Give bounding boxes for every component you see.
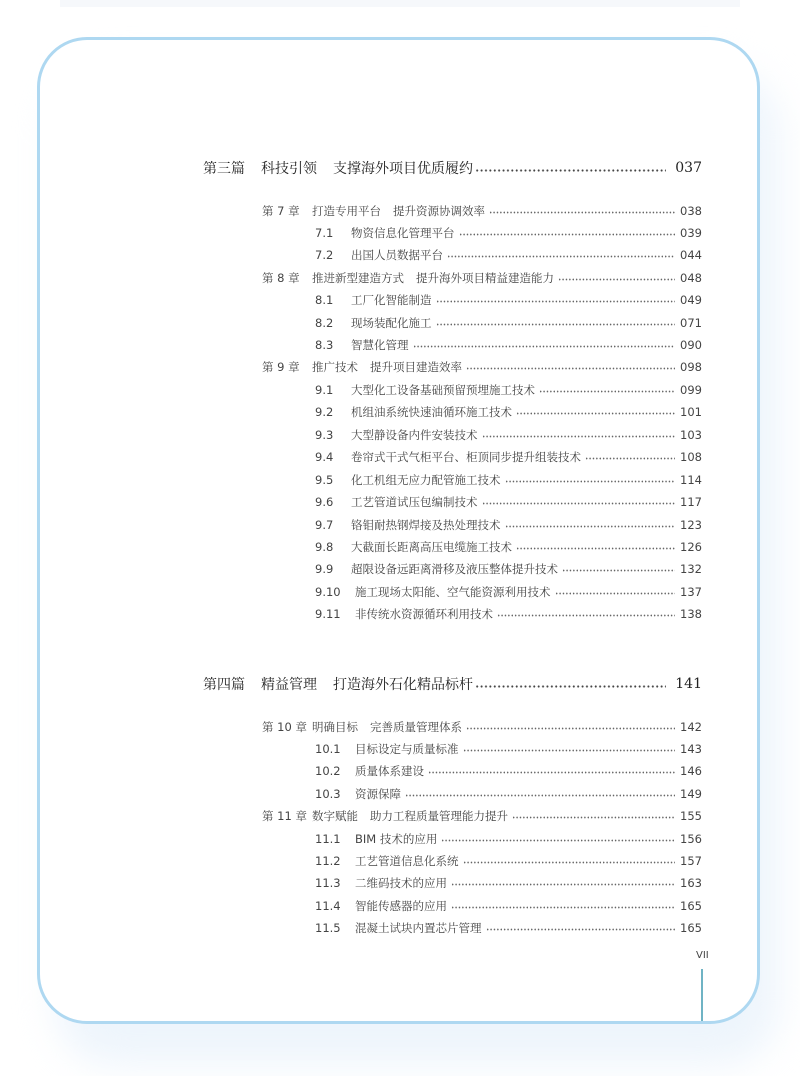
- toc-chapter-11[interactable]: [262, 805, 702, 827]
- dot-leader: [466, 727, 675, 730]
- section-title: 卷帘式干式气柜平台、柜顶同步提升组装技术: [351, 450, 581, 464]
- part-number: 第四篇: [203, 677, 245, 693]
- toc-section-8-2[interactable]: [315, 312, 702, 334]
- chapter-number: 第 11 章: [262, 809, 307, 823]
- section-title: 出国人员数据平台: [351, 248, 443, 262]
- section-title: 智能传感器的应用: [355, 899, 447, 913]
- section-number: 11.4: [315, 899, 341, 913]
- section-number: 9.9: [315, 562, 334, 576]
- dot-leader: [516, 412, 675, 415]
- part-title-a: 科技引领: [261, 161, 317, 177]
- toc-part-3[interactable]: [203, 156, 702, 180]
- section-title: 工厂化智能制造: [351, 293, 432, 307]
- dot-leader: [475, 685, 666, 688]
- toc-chapter-8[interactable]: [262, 267, 702, 289]
- section-title: 目标设定与质量标准: [355, 742, 459, 756]
- dot-leader: [413, 345, 676, 348]
- section-number: 9.2: [315, 405, 334, 419]
- dot-leader: [451, 883, 675, 886]
- section-number: 9.8: [315, 540, 334, 554]
- top-shadow: [60, 0, 740, 7]
- section-title: 铬钼耐热钢焊接及热处理技术: [351, 518, 501, 532]
- chapter-title-b: 完善质量管理体系: [370, 720, 462, 734]
- section-number: 9.1: [315, 383, 334, 397]
- toc-section-9-6[interactable]: [315, 491, 702, 513]
- dot-leader: [516, 547, 675, 550]
- section-number: 9.6: [315, 495, 334, 509]
- section-title: 大型化工设备基础预留预埋施工技术: [351, 383, 535, 397]
- part-title-b: 支撑海外项目优质履约: [333, 161, 473, 177]
- toc-section-8-1[interactable]: [315, 289, 702, 311]
- toc-section-9-9[interactable]: [315, 558, 702, 580]
- toc-section-10-1[interactable]: [315, 738, 702, 760]
- chapter-title-a: 打造专用平台: [312, 204, 381, 218]
- chapter-title-a: 推进新型建造方式: [312, 271, 404, 285]
- section-title: 大型静设备内件安装技术: [351, 428, 478, 442]
- section-number: 8.3: [315, 338, 334, 352]
- section-title: 工艺管道试压包编制技术: [351, 495, 478, 509]
- section-page: 071: [680, 316, 702, 330]
- section-number: 7.2: [315, 248, 334, 262]
- section-title: 大截面长距离高压电缆施工技术: [351, 540, 512, 554]
- toc-section-10-2[interactable]: [315, 760, 702, 782]
- section-number: 11.3: [315, 876, 341, 890]
- section-page: 103: [680, 428, 702, 442]
- section-page: 149: [680, 787, 702, 801]
- toc-section-9-2[interactable]: [315, 401, 702, 423]
- part-page: 141: [675, 676, 702, 692]
- chapter-page: 038: [680, 204, 702, 218]
- section-page: 099: [680, 383, 702, 397]
- section-title: 质量体系建设: [355, 764, 424, 778]
- section-page: 137: [680, 585, 702, 599]
- part-page: 037: [675, 160, 702, 176]
- part-title-a: 精益管理: [261, 677, 317, 693]
- section-number: 11.1: [315, 832, 341, 846]
- dot-leader: [585, 457, 675, 460]
- section-number: 9.7: [315, 518, 334, 532]
- chapter-title-a: 推广技术: [312, 360, 358, 374]
- section-page: 143: [680, 742, 702, 756]
- chapter-title-b: 助力工程质量管理能力提升: [370, 809, 508, 823]
- section-page: 123: [680, 518, 702, 532]
- dot-leader: [486, 928, 676, 931]
- dot-leader: [428, 771, 675, 774]
- toc-section-7-2[interactable]: [315, 244, 702, 266]
- section-title: 物资信息化管理平台: [351, 226, 455, 240]
- toc-chapter-9[interactable]: [262, 356, 702, 378]
- section-number: 9.3: [315, 428, 334, 442]
- dot-leader: [555, 592, 676, 595]
- section-title: 现场装配化施工: [351, 316, 432, 330]
- toc-part-4[interactable]: [203, 672, 702, 696]
- section-title: 化工机组无应力配管施工技术: [351, 473, 501, 487]
- section-number: 9.10: [315, 585, 341, 599]
- dot-leader: [482, 435, 676, 438]
- dot-leader: [482, 502, 676, 505]
- section-page: 165: [680, 921, 702, 935]
- chapter-number: 第 10 章: [262, 720, 307, 734]
- section-title: 非传统水资源循环利用技术: [355, 607, 493, 621]
- dot-leader: [562, 569, 675, 572]
- section-page: 163: [680, 876, 702, 890]
- folio-bar: [701, 969, 703, 1021]
- section-title: 超限设备远距离滑移及液压整体提升技术: [351, 562, 558, 576]
- toc-chapter-7[interactable]: [262, 200, 702, 222]
- toc-section-9-3[interactable]: [315, 424, 702, 446]
- dot-leader: [539, 390, 675, 393]
- toc-section-11-4[interactable]: [315, 895, 702, 917]
- dot-leader: [466, 367, 675, 370]
- section-number: 11.5: [315, 921, 341, 935]
- section-page: 138: [680, 607, 702, 621]
- toc-section-9-7[interactable]: [315, 514, 702, 536]
- section-page: 157: [680, 854, 702, 868]
- toc-section-11-2[interactable]: [315, 850, 702, 872]
- section-page: 146: [680, 764, 702, 778]
- part-number: 第三篇: [203, 161, 245, 177]
- section-title: 二维码技术的应用: [355, 876, 447, 890]
- dot-leader: [463, 749, 676, 752]
- section-title: 混凝土试块内置芯片管理: [355, 921, 482, 935]
- dot-leader: [558, 278, 675, 281]
- dot-leader: [447, 255, 675, 258]
- dot-leader: [463, 861, 676, 864]
- dot-leader: [505, 480, 676, 483]
- chapter-number: 第 9 章: [262, 360, 300, 374]
- section-number: 9.4: [315, 450, 334, 464]
- chapter-page: 048: [680, 271, 702, 285]
- chapter-number: 第 8 章: [262, 271, 300, 285]
- dot-leader: [436, 300, 676, 303]
- chapter-title-a: 数字赋能: [312, 809, 358, 823]
- section-title: 工艺管道信息化系统: [355, 854, 459, 868]
- section-page: 114: [680, 473, 702, 487]
- chapter-title-b: 提升海外项目精益建造能力: [416, 271, 554, 285]
- chapter-page: 155: [680, 809, 702, 823]
- page-folio: VII: [696, 950, 709, 961]
- toc-section-11-3[interactable]: [315, 872, 702, 894]
- dot-leader: [497, 614, 675, 617]
- section-number: 9.11: [315, 607, 341, 621]
- section-page: 101: [680, 405, 702, 419]
- section-number: 8.1: [315, 293, 334, 307]
- chapter-page: 142: [680, 720, 702, 734]
- section-page: 108: [680, 450, 702, 464]
- chapter-title-a: 明确目标: [312, 720, 358, 734]
- toc-section-9-4[interactable]: [315, 446, 702, 468]
- part-title-b: 打造海外石化精品标杆: [333, 677, 473, 693]
- section-number: 8.2: [315, 316, 334, 330]
- dot-leader: [441, 839, 675, 842]
- section-page: 165: [680, 899, 702, 913]
- section-page: 132: [680, 562, 702, 576]
- section-title: 资源保障: [355, 787, 401, 801]
- section-number: 7.1: [315, 226, 334, 240]
- dot-leader: [436, 323, 676, 326]
- toc-section-9-8[interactable]: [315, 536, 702, 558]
- section-number: 10.1: [315, 742, 341, 756]
- section-title: BIM 技术的应用: [355, 832, 438, 846]
- dot-leader: [475, 169, 666, 172]
- section-page: 039: [680, 226, 702, 240]
- section-title: 智慧化管理: [351, 338, 409, 352]
- section-page: 090: [680, 338, 702, 352]
- dot-leader: [505, 525, 676, 528]
- chapter-title-b: 提升资源协调效率: [393, 204, 485, 218]
- section-number: 10.3: [315, 787, 341, 801]
- toc-section-9-10[interactable]: [315, 581, 702, 603]
- section-number: 11.2: [315, 854, 341, 868]
- section-page: 156: [680, 832, 702, 846]
- dot-leader: [405, 794, 675, 797]
- toc-section-8-3[interactable]: [315, 334, 702, 356]
- toc-section-7-1[interactable]: [315, 222, 702, 244]
- section-title: 机组油系统快速油循环施工技术: [351, 405, 512, 419]
- section-number: 9.5: [315, 473, 334, 487]
- dot-leader: [451, 906, 675, 909]
- section-page: 049: [680, 293, 702, 307]
- section-page: 126: [680, 540, 702, 554]
- section-title: 施工现场太阳能、空气能资源利用技术: [355, 585, 551, 599]
- toc-section-9-11[interactable]: [315, 603, 702, 625]
- toc-section-10-3[interactable]: [315, 783, 702, 805]
- chapter-title-b: 提升项目建造效率: [370, 360, 462, 374]
- toc-section-11-5[interactable]: [315, 917, 702, 939]
- dot-leader: [459, 233, 676, 236]
- chapter-page: 098: [680, 360, 702, 374]
- toc-section-9-1[interactable]: [315, 379, 702, 401]
- dot-leader: [512, 816, 675, 819]
- section-number: 10.2: [315, 764, 341, 778]
- chapter-number: 第 7 章: [262, 204, 300, 218]
- section-page: 117: [680, 495, 702, 509]
- toc-chapter-10[interactable]: [262, 716, 702, 738]
- toc-section-11-1[interactable]: [315, 828, 702, 850]
- dot-leader: [489, 211, 675, 214]
- section-page: 044: [680, 248, 702, 262]
- toc-section-9-5[interactable]: [315, 469, 702, 491]
